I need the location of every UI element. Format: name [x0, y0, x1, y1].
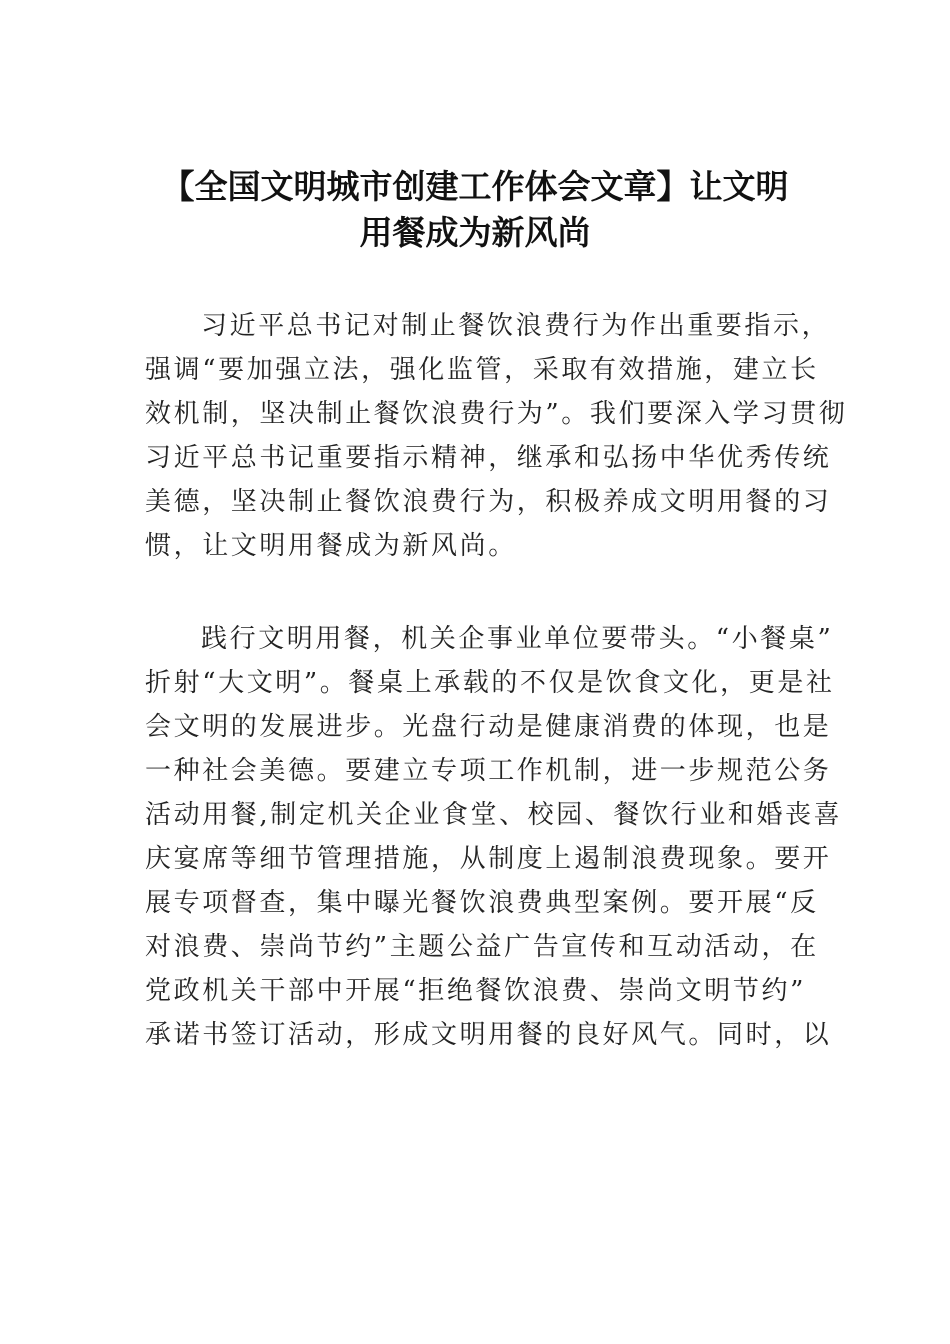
document-title	[150, 164, 800, 256]
text-line: 折射“大文明”。餐桌上承载的不仅是饮食文化，更是社	[145, 668, 835, 698]
text-line: 承诺书签订活动，形成文明用餐的良好风气。同时，以	[145, 1020, 832, 1050]
text-line: 习近平总书记重要指示精神，继承和弘扬中华优秀传统	[145, 443, 832, 473]
text-line: 党政机关干部中开展“拒绝餐饮浪费、崇尚文明节约”	[145, 976, 806, 1006]
text-line: 庆宴席等细节管理措施，从制度上遏制浪费现象。要开	[145, 844, 832, 874]
text-line: 一种社会美德。要建立专项工作机制，进一步规范公务	[145, 756, 832, 786]
text-line: 效机制，坚决制止餐饮浪费行为”。我们要深入学习贯彻	[145, 399, 848, 429]
text-line: 会文明的发展进步。光盘行动是健康消费的体现，也是	[145, 712, 832, 742]
text-line: 习近平总书记对制止餐饮浪费行为作出重要指示，	[201, 311, 831, 341]
text-line: 强调“要加强立法，强化监管，采取有效措施，建立长	[145, 355, 819, 385]
title-line: 【全国文明城市创建工作体会文章】让文明	[161, 167, 789, 206]
title-line: 用餐成为新风尚	[359, 213, 591, 252]
paragraph-1	[145, 304, 848, 568]
text-line: 践行文明用餐，机关企事业单位要带头。“小餐桌”	[201, 624, 834, 654]
text-line: 美德，坚决制止餐饮浪费行为，积极养成文明用餐的习	[145, 487, 832, 517]
paragraph-2	[145, 617, 843, 1057]
text-line: 活动用餐,制定机关企业食堂、校园、餐饮行业和婚丧喜	[145, 800, 843, 830]
text-line: 展专项督查，集中曝光餐饮浪费典型案例。要开展“反	[145, 888, 819, 918]
text-line: 惯，让文明用餐成为新风尚。	[145, 531, 517, 561]
text-line: 对浪费、崇尚节约”主题公益广告宣传和互动活动，在	[145, 932, 819, 962]
